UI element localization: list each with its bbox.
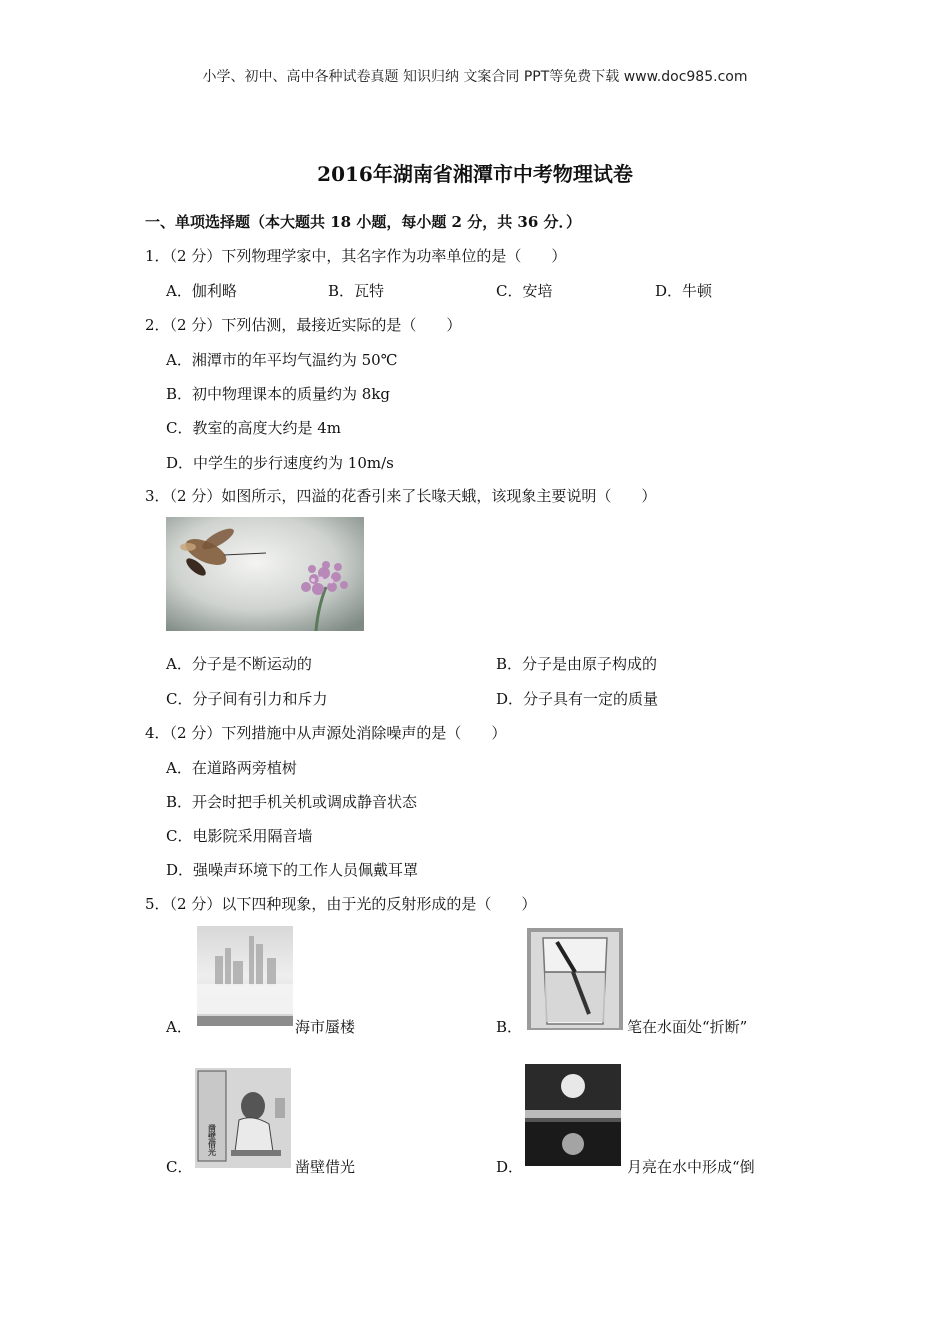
- q5-option-a-caption: 海市蜃楼: [295, 1018, 356, 1036]
- question-1-stem: 1．（2 分）下列物理学家中，其名字作为功率单位的是（ ）: [145, 247, 567, 265]
- question-5-stem: 5．（2 分）以下四种现象，由于光的反射形成的是（ ）: [145, 895, 537, 913]
- q3-option-a: A．分子是不断运动的: [166, 655, 312, 673]
- q2-option-d: D．中学生的步行速度约为 10m/s: [166, 454, 394, 472]
- q4-option-b: B．开会时把手机关机或调成静音状态: [166, 793, 418, 811]
- q3-option-c: C．分子间有引力和斥力: [166, 690, 328, 708]
- page-header: 小学、初中、高中各种试卷真题 知识归纳 文案合同 PPT等免费下载 www.doc985.com: [202, 69, 748, 85]
- q1-option-d: D．牛顿: [655, 282, 713, 300]
- q1-option-b: B．瓦特: [328, 282, 385, 300]
- moth-flower-photo: [166, 517, 364, 631]
- q5-option-c-caption: 凿壁借光: [295, 1158, 356, 1176]
- question-4-stem: 4．（2 分）下列措施中从声源处消除噪声的是（ ）: [145, 724, 507, 742]
- question-3-stem: 3．（2 分）如图所示，四溢的花香引来了长喙天蛾，该现象主要说明（ ）: [145, 487, 657, 505]
- q4-option-a: A．在道路两旁植树: [166, 759, 297, 777]
- q5-option-d-caption: 月亮在水中形成“倒: [627, 1158, 755, 1176]
- question-2-stem: 2．（2 分）下列估测，最接近实际的是（ ）: [145, 316, 462, 334]
- q5-option-b-letter: B．: [496, 1018, 523, 1036]
- q1-option-c: C．安培: [496, 282, 553, 300]
- chisel-wall-illustration: [195, 1068, 291, 1168]
- q5-option-a-letter: A．: [166, 1018, 192, 1036]
- q3-option-b: B．分子是由原子构成的: [496, 655, 658, 673]
- moon-reflection-photo: [525, 1064, 621, 1166]
- q5-option-c-letter: C．: [166, 1158, 193, 1176]
- page-title: 2016年湖南省湘潭市中考物理试卷: [317, 162, 633, 186]
- q2-option-b: B．初中物理课本的质量约为 8kg: [166, 385, 391, 403]
- q2-option-a: A．湘潭市的年平均气温约为 50℃: [166, 351, 398, 369]
- pen-in-water-photo: [527, 928, 623, 1030]
- q1-option-a: A．伽利略: [166, 282, 237, 300]
- q4-option-d: D．强噪声环境下的工作人员佩戴耳罩: [166, 861, 419, 879]
- mirage-photo: [197, 926, 293, 1026]
- section-heading: 一、单项选择题（本大题共 18 小题，每小题 2 分，共 36 分．）: [145, 213, 582, 231]
- chisel-image-lettering: 凿壁借光: [207, 1124, 217, 1156]
- q5-option-b-caption: 笔在水面处“折断”: [627, 1018, 748, 1036]
- q5-option-d-letter: D．: [496, 1158, 524, 1176]
- q4-option-c: C．电影院采用隔音墙: [166, 827, 313, 845]
- q2-option-c: C．教室的高度大约是 4m: [166, 419, 342, 437]
- q3-option-d: D．分子具有一定的质量: [496, 690, 659, 708]
